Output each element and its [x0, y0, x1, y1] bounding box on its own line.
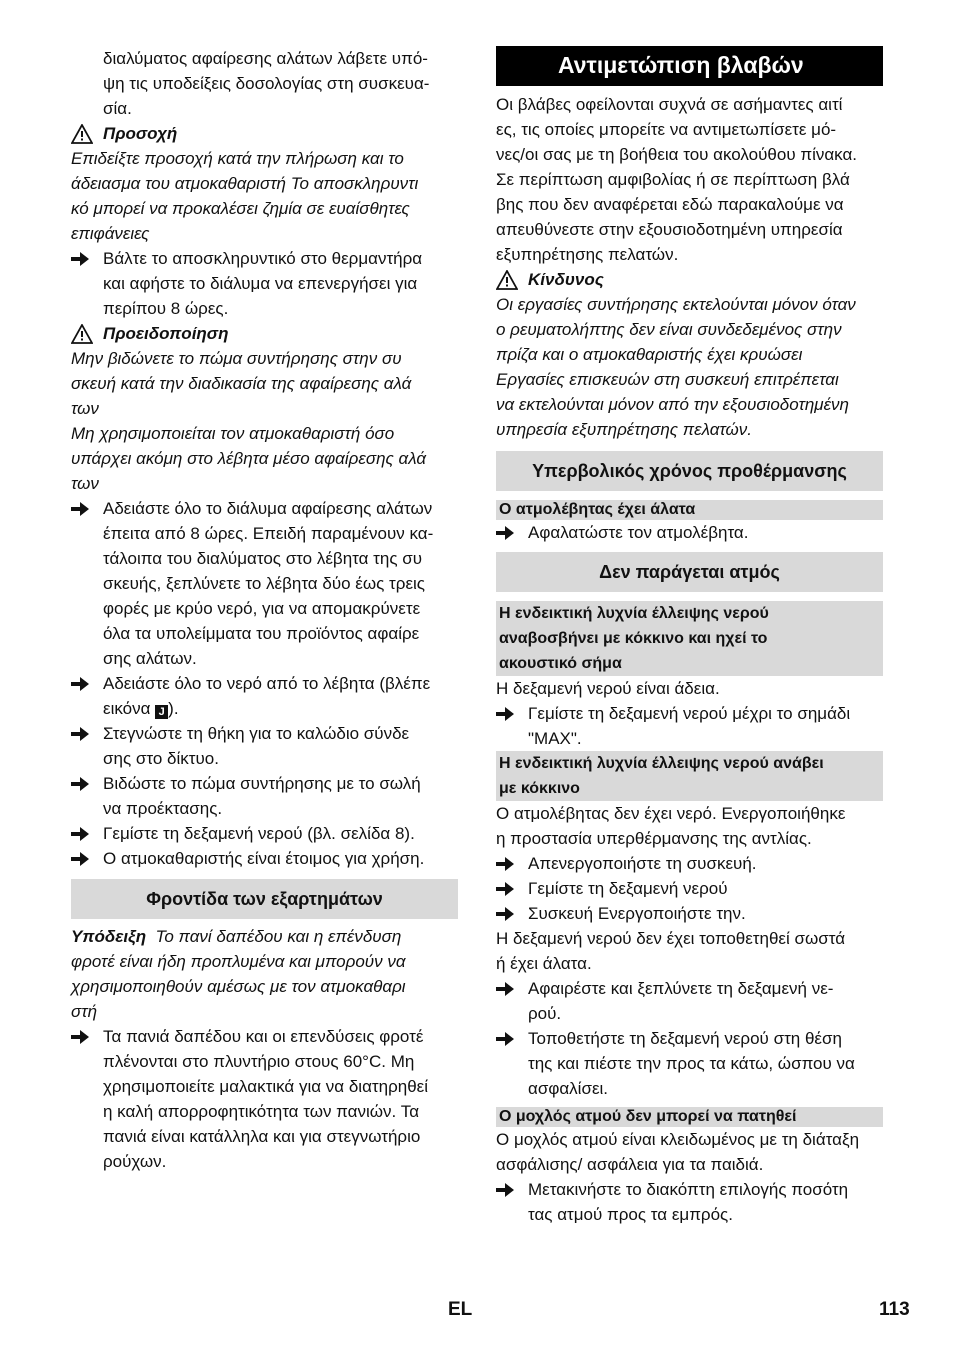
- page-title: Αντιμετώπιση βλαβών: [496, 46, 883, 86]
- instruction-item: Βάλτε το αποσκληρυντικό στο θερμαντήρα και αφήστε το διάλυμα να επενεργήσει για περίπου 8 ώρες.: [71, 246, 458, 321]
- instruction-item: Συσκευή Ενεργοποιήστε την.: [496, 901, 883, 926]
- lever-text: Ο μοχλός ατμού είναι κλειδωμένος με τη διάταξη ασφάλισης/ ασφάλεια για τα παιδιά.: [496, 1130, 860, 1174]
- no-water-text: Ο ατμολέβητας δεν έχει νερό. Ενεργοποιήθηκε η προστασία υπερθέρμανσης της αντλίας.: [496, 804, 846, 848]
- arrow-right-icon: [496, 901, 528, 926]
- section-heading-no-steam: Δεν παράγεται ατμός: [496, 552, 883, 592]
- instruction-item: Τοποθετήστε τη δεξαμενή νερού στη θέση της και πιέστε την προς τα κάτω, ώσπου να ασφαλίσει.: [496, 1026, 883, 1101]
- instruction-item: Στεγνώστε τη θήκη για το καλώδιο σύνδε σης στο δίκτυο.: [71, 721, 458, 771]
- subheading-lever: Ο μοχλός ατμού δεν μπορεί να πατηθεί: [496, 1107, 883, 1127]
- subheading-scale: Ο ατμολέβητας έχει άλατα: [496, 500, 883, 520]
- arrow-right-icon: [71, 671, 103, 696]
- instruction-item: Αδειάστε όλο το νερό από το λέβητα (βλέπε εικόνα J ).: [71, 671, 458, 721]
- instruction-item: Γεμίστε τη δεξαμενή νερού: [496, 876, 883, 901]
- instruction-item: Αφαλατώστε τον ατμολέβητα.: [496, 520, 883, 545]
- arrow-right-icon: [496, 976, 528, 1001]
- arrow-right-icon: [71, 846, 103, 871]
- arrow-right-icon: [71, 1024, 103, 1049]
- figure-reference-badge: J: [155, 705, 168, 719]
- arrow-right-icon: [71, 246, 103, 271]
- left-column: [71, 46, 458, 1174]
- arrow-right-icon: [496, 851, 528, 876]
- subheading-lit-red: Η ενδεικτική λυχνία έλλειψης νερού ανάβει με κόκκινο: [496, 751, 883, 801]
- instruction-item: Ο ατμοκαθαριστής είναι έτοιμος για χρήση.: [71, 846, 458, 871]
- warning-triangle-icon: [71, 324, 93, 344]
- text-line: ψη τις υποδείξεις δοσολογίας στη συσκευα-: [103, 74, 430, 93]
- arrow-right-icon: [71, 496, 103, 521]
- section-heading-care: Φροντίδα των εξαρτημάτων: [71, 879, 458, 919]
- footer-language: EL: [448, 1299, 473, 1320]
- page-number: 113: [879, 1299, 910, 1320]
- instruction-item: Τα πανιά δαπέδου και οι επενδύσεις φροτέ πλένονται στο πλυντήριο στους 60°C. Μη χρησιμοποιείτε μαλακτικά για να διατηρηθεί η καλή απορροφητικότητα των πανιών. Τα πανιά είναι κατάλληλα και για στεγνωτήριο ρούχων.: [71, 1024, 458, 1174]
- arrow-right-icon: [71, 821, 103, 846]
- arrow-right-icon: [496, 1177, 528, 1202]
- text-line: Η δεξαμενή νερού είναι άδεια.: [496, 679, 720, 698]
- section-heading-preheat: Υπερβολικός χρόνος προθέρμανσης: [496, 451, 883, 491]
- caution-heading: Προσοχή: [71, 121, 458, 146]
- arrow-right-icon: [71, 721, 103, 746]
- instruction-item: Μετακινήστε το διακόπτη επιλογής ποσότη τας ατμού προς τα εμπρός.: [496, 1177, 883, 1227]
- caution-text: Επιδείξτε προσοχή κατά την πλήρωση και το άδειασμα του ατμοκαθαριστή Το αποσκληρυντι κό μπορεί να προκαλέσει ζημία σε ευαίσθητες επιφάνειες: [71, 149, 419, 243]
- text-line: σία.: [103, 99, 132, 118]
- text-line: διαλύματος αφαίρεσης αλάτων λάβετε υπό-: [103, 49, 428, 68]
- arrow-right-icon: [496, 876, 528, 901]
- instruction-item: Γεμίστε τη δεξαμενή νερού (βλ. σελίδα 8).: [71, 821, 458, 846]
- instruction-item: Απενεργοποιήστε τη συσκευή.: [496, 851, 883, 876]
- instruction-item: Βιδώστε το πώμα συντήρησης με το σωλή να προέκτασης.: [71, 771, 458, 821]
- note-text: Υπόδειξη Το πανί δαπέδου και η επένδυση φροτέ είναι ήδη προπλυμένα και μπορούν να χρησιμοποιηθούν αμέσως με τον ατμοκαθαρι στή: [71, 927, 406, 1021]
- instruction-item: Αφαιρέστε και ξεπλύνετε τη δεξαμενή νε- ρού.: [496, 976, 883, 1026]
- intro-paragraph: [71, 46, 458, 121]
- warning-triangle-icon: [496, 270, 518, 290]
- arrow-right-icon: [496, 520, 528, 545]
- subheading-blinking-red: Η ενδεικτική λυχνία έλλειψης νερού αναβοσβήνει με κόκκινο και ηχεί το ακουστικό σήμα: [496, 601, 883, 676]
- warning-text: Μην βιδώνετε το πώμα συντήρησης στην συ σκευή κατά την διαδικασία της αφαίρεσης αλά των Μη χρησιμοποιείται τον ατμοκαθαριστή όσο υπάρχει ακόμη στο λέβητα μέσο αφαίρεσης αλά των: [71, 349, 427, 493]
- arrow-right-icon: [496, 1026, 528, 1051]
- arrow-right-icon: [496, 701, 528, 726]
- right-column: [496, 46, 883, 1227]
- danger-text: Οι εργασίες συντήρησης εκτελούνται μόνον όταν ο ρευματολήπτης δεν είναι συνδεδεμένος στην πρίζα και ο ατμοκαθαριστής έχει κρυώσει Εργασίες επισκευών στη συσκευή επιτρέπεται να εκτελούνται μόνον από την εξουσιοδοτημένη υπηρεσία εξυπηρέτησης πελατών.: [496, 295, 856, 439]
- instruction-item: Αδειάστε όλο το διάλυμα αφαίρεσης αλάτων έπειτα από 8 ώρες. Επειδή παραμένουν κα- τάλοιπα του διαλύματος στο λέβητα της συ σκευής, ξεπλύνετε το λέβητα δύο έως τρεις φορές με κρύο νερό, για να απομακρύνετε όλα τα υπολείμματα του προϊόντος αφαίρε σης αλάτων.: [71, 496, 458, 671]
- arrow-right-icon: [71, 771, 103, 796]
- danger-heading: Κίνδυνος: [496, 267, 883, 292]
- tank-wrong-text: Η δεξαμενή νερού δεν έχει τοποθετηθεί σωστά ή έχει άλατα.: [496, 929, 846, 973]
- warning-triangle-icon: [71, 124, 93, 144]
- intro-paragraph: Οι βλάβες οφείλονται συχνά σε ασήμαντες αιτί ες, τις οποίες μπορείτε να αντιμετωπίσετε μό- νες/οι σας με τη βοήθεια του ακολούθου πίνακα. Σε περίπτωση αμφιβολίας ή σε περίπτωση βλά βης που δεν αναφέρεται εδώ παρακαλούμε να απευθύνεστε στην εξουσιοδοτημένη υπηρεσία εξυπηρέτησης πελατών.: [496, 95, 858, 264]
- warning-heading: Προειδοποίηση: [71, 321, 458, 346]
- instruction-item: Γεμίστε τη δεξαμενή νερού μέχρι το σημάδι "MAX".: [496, 701, 883, 751]
